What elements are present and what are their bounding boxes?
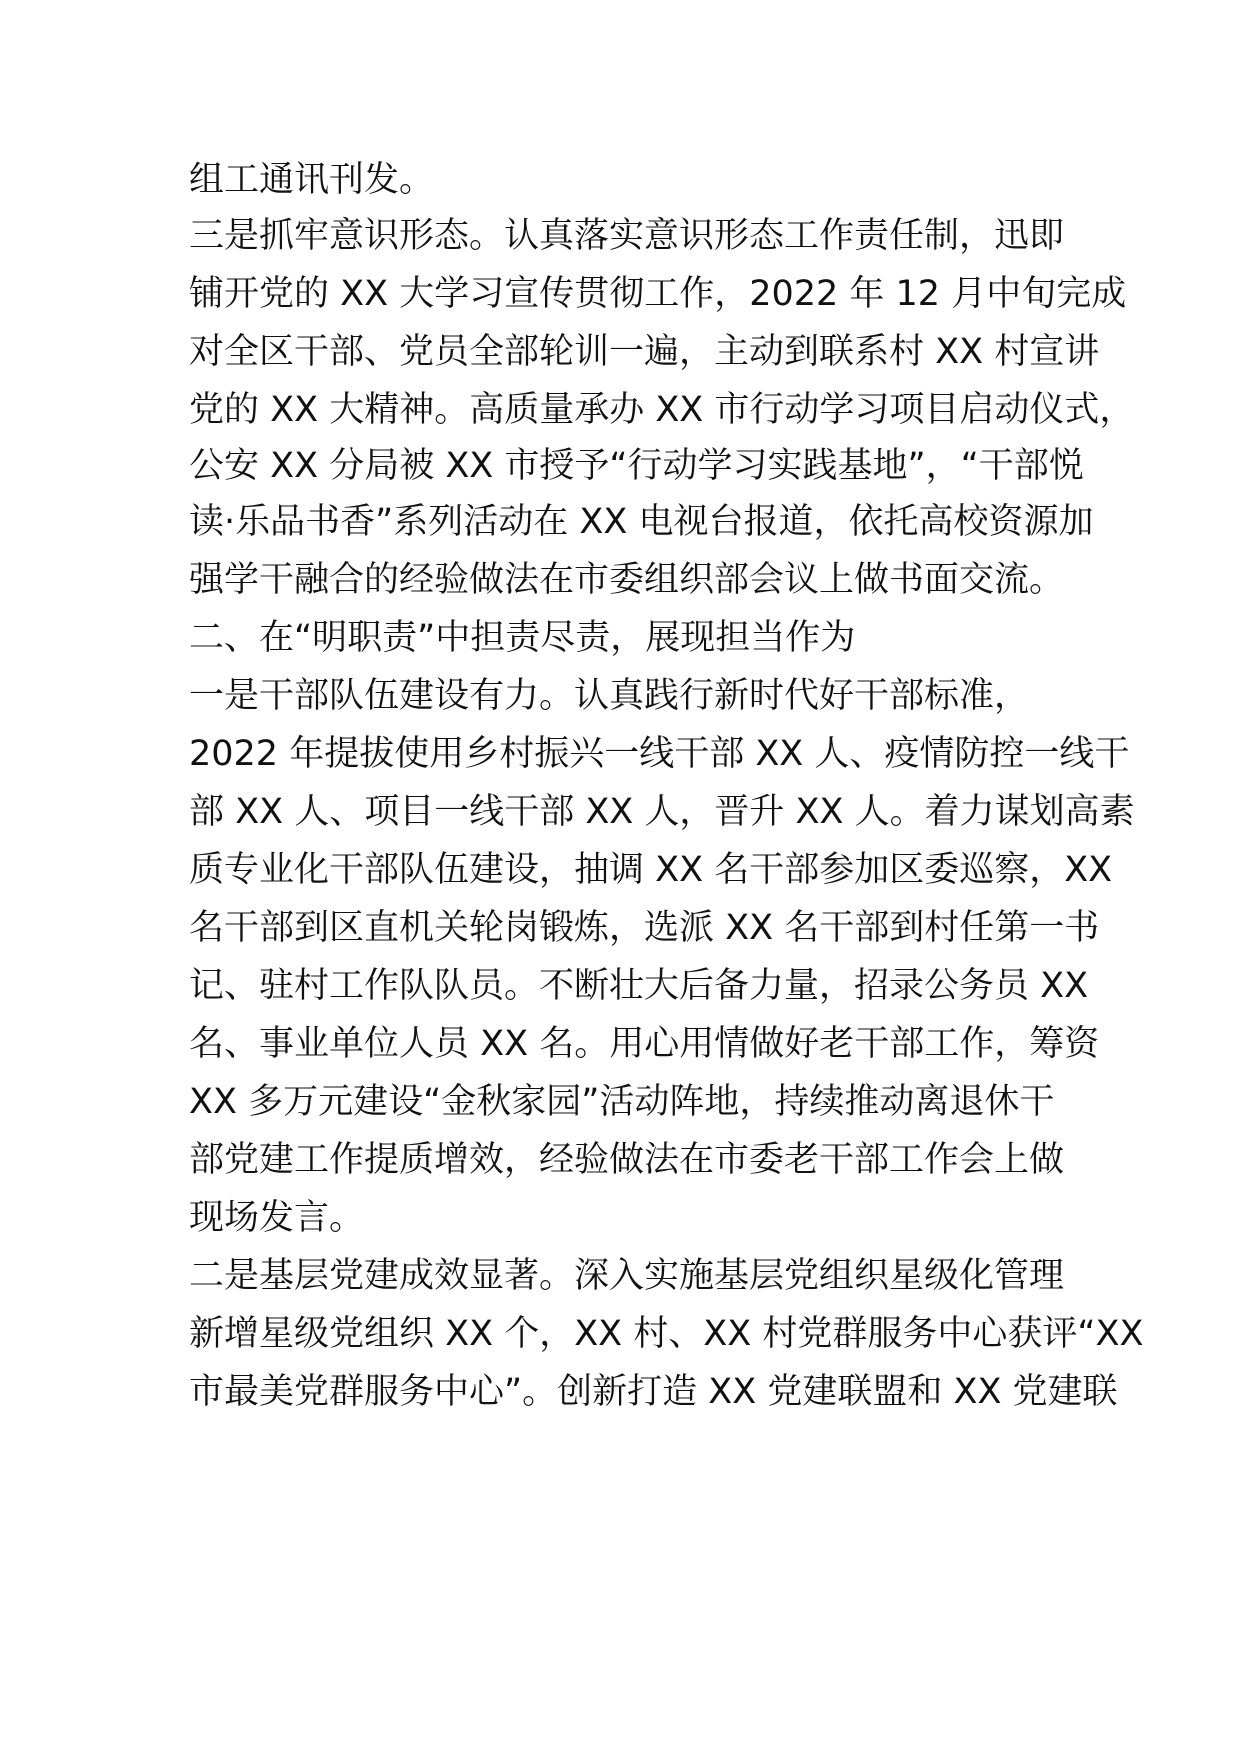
text-line: 铺开党的 XX 大学习宣传贯彻工作，2022 年 12 月中旬完成 xyxy=(189,274,1127,314)
text-line: XX 多万元建设“金秋家园”活动阵地，持续推动离退休干 xyxy=(189,1082,1055,1122)
text-line: 部党建工作提质增效，经验做法在市委老干部工作会上做 xyxy=(189,1140,1065,1180)
section-heading: 二、在“明职责”中担责尽责，展现担当作为 xyxy=(189,618,856,658)
text-line: 质专业化干部队伍建设，抽调 XX 名干部参加区委巡察，XX xyxy=(189,850,1113,890)
text-line: 对全区干部、党员全部轮训一遍，主动到联系村 XX 村宣讲 xyxy=(189,332,1100,372)
text-line: 记、驻村工作队队员。不断壮大后备力量，招录公务员 XX xyxy=(189,966,1089,1006)
text-line: 强学干融合的经验做法在市委组织部会议上做书面交流。 xyxy=(189,560,1065,600)
text-line: 新增星级党组织 XX 个，XX 村、XX 村党群服务中心获评“XX xyxy=(189,1314,1144,1354)
text-line: 读·乐品书香”系列活动在 XX 电视台报道，依托高校资源加 xyxy=(189,502,1094,542)
text-line: 一是干部队伍建设有力。认真践行新时代好干部标准， xyxy=(189,676,1030,716)
text-line: 名、事业单位人员 XX 名。用心用情做好老干部工作，筹资 xyxy=(189,1024,1100,1064)
text-line: 公安 XX 分局被 XX 市授予“行动学习实践基地”，“干部悦 xyxy=(189,446,1084,486)
text-line: 现场发言。 xyxy=(189,1198,365,1238)
text-line: 三是抓牢意识形态。认真落实意识形态工作责任制，迅即 xyxy=(189,216,1065,256)
text-line: 名干部到区直机关轮岗锻炼，选派 XX 名干部到村任第一书 xyxy=(189,908,1100,948)
text-line: 市最美党群服务中心”。创新打造 XX 党建联盟和 XX 党建联 xyxy=(189,1372,1118,1412)
text-line: 2022 年提拔使用乡村振兴一线干部 XX 人、疫情防控一线干 xyxy=(189,734,1130,774)
text-line: 党的 XX 大精神。高质量承办 XX 市行动学习项目启动仪式， xyxy=(189,390,1135,430)
text-line: 组工通讯刊发。 xyxy=(189,160,435,200)
text-line: 二是基层党建成效显著。深入实施基层党组织星级化管理 xyxy=(189,1256,1065,1296)
text-line: 部 XX 人、项目一线干部 XX 人，晋升 XX 人。着力谋划高素 xyxy=(189,792,1135,832)
